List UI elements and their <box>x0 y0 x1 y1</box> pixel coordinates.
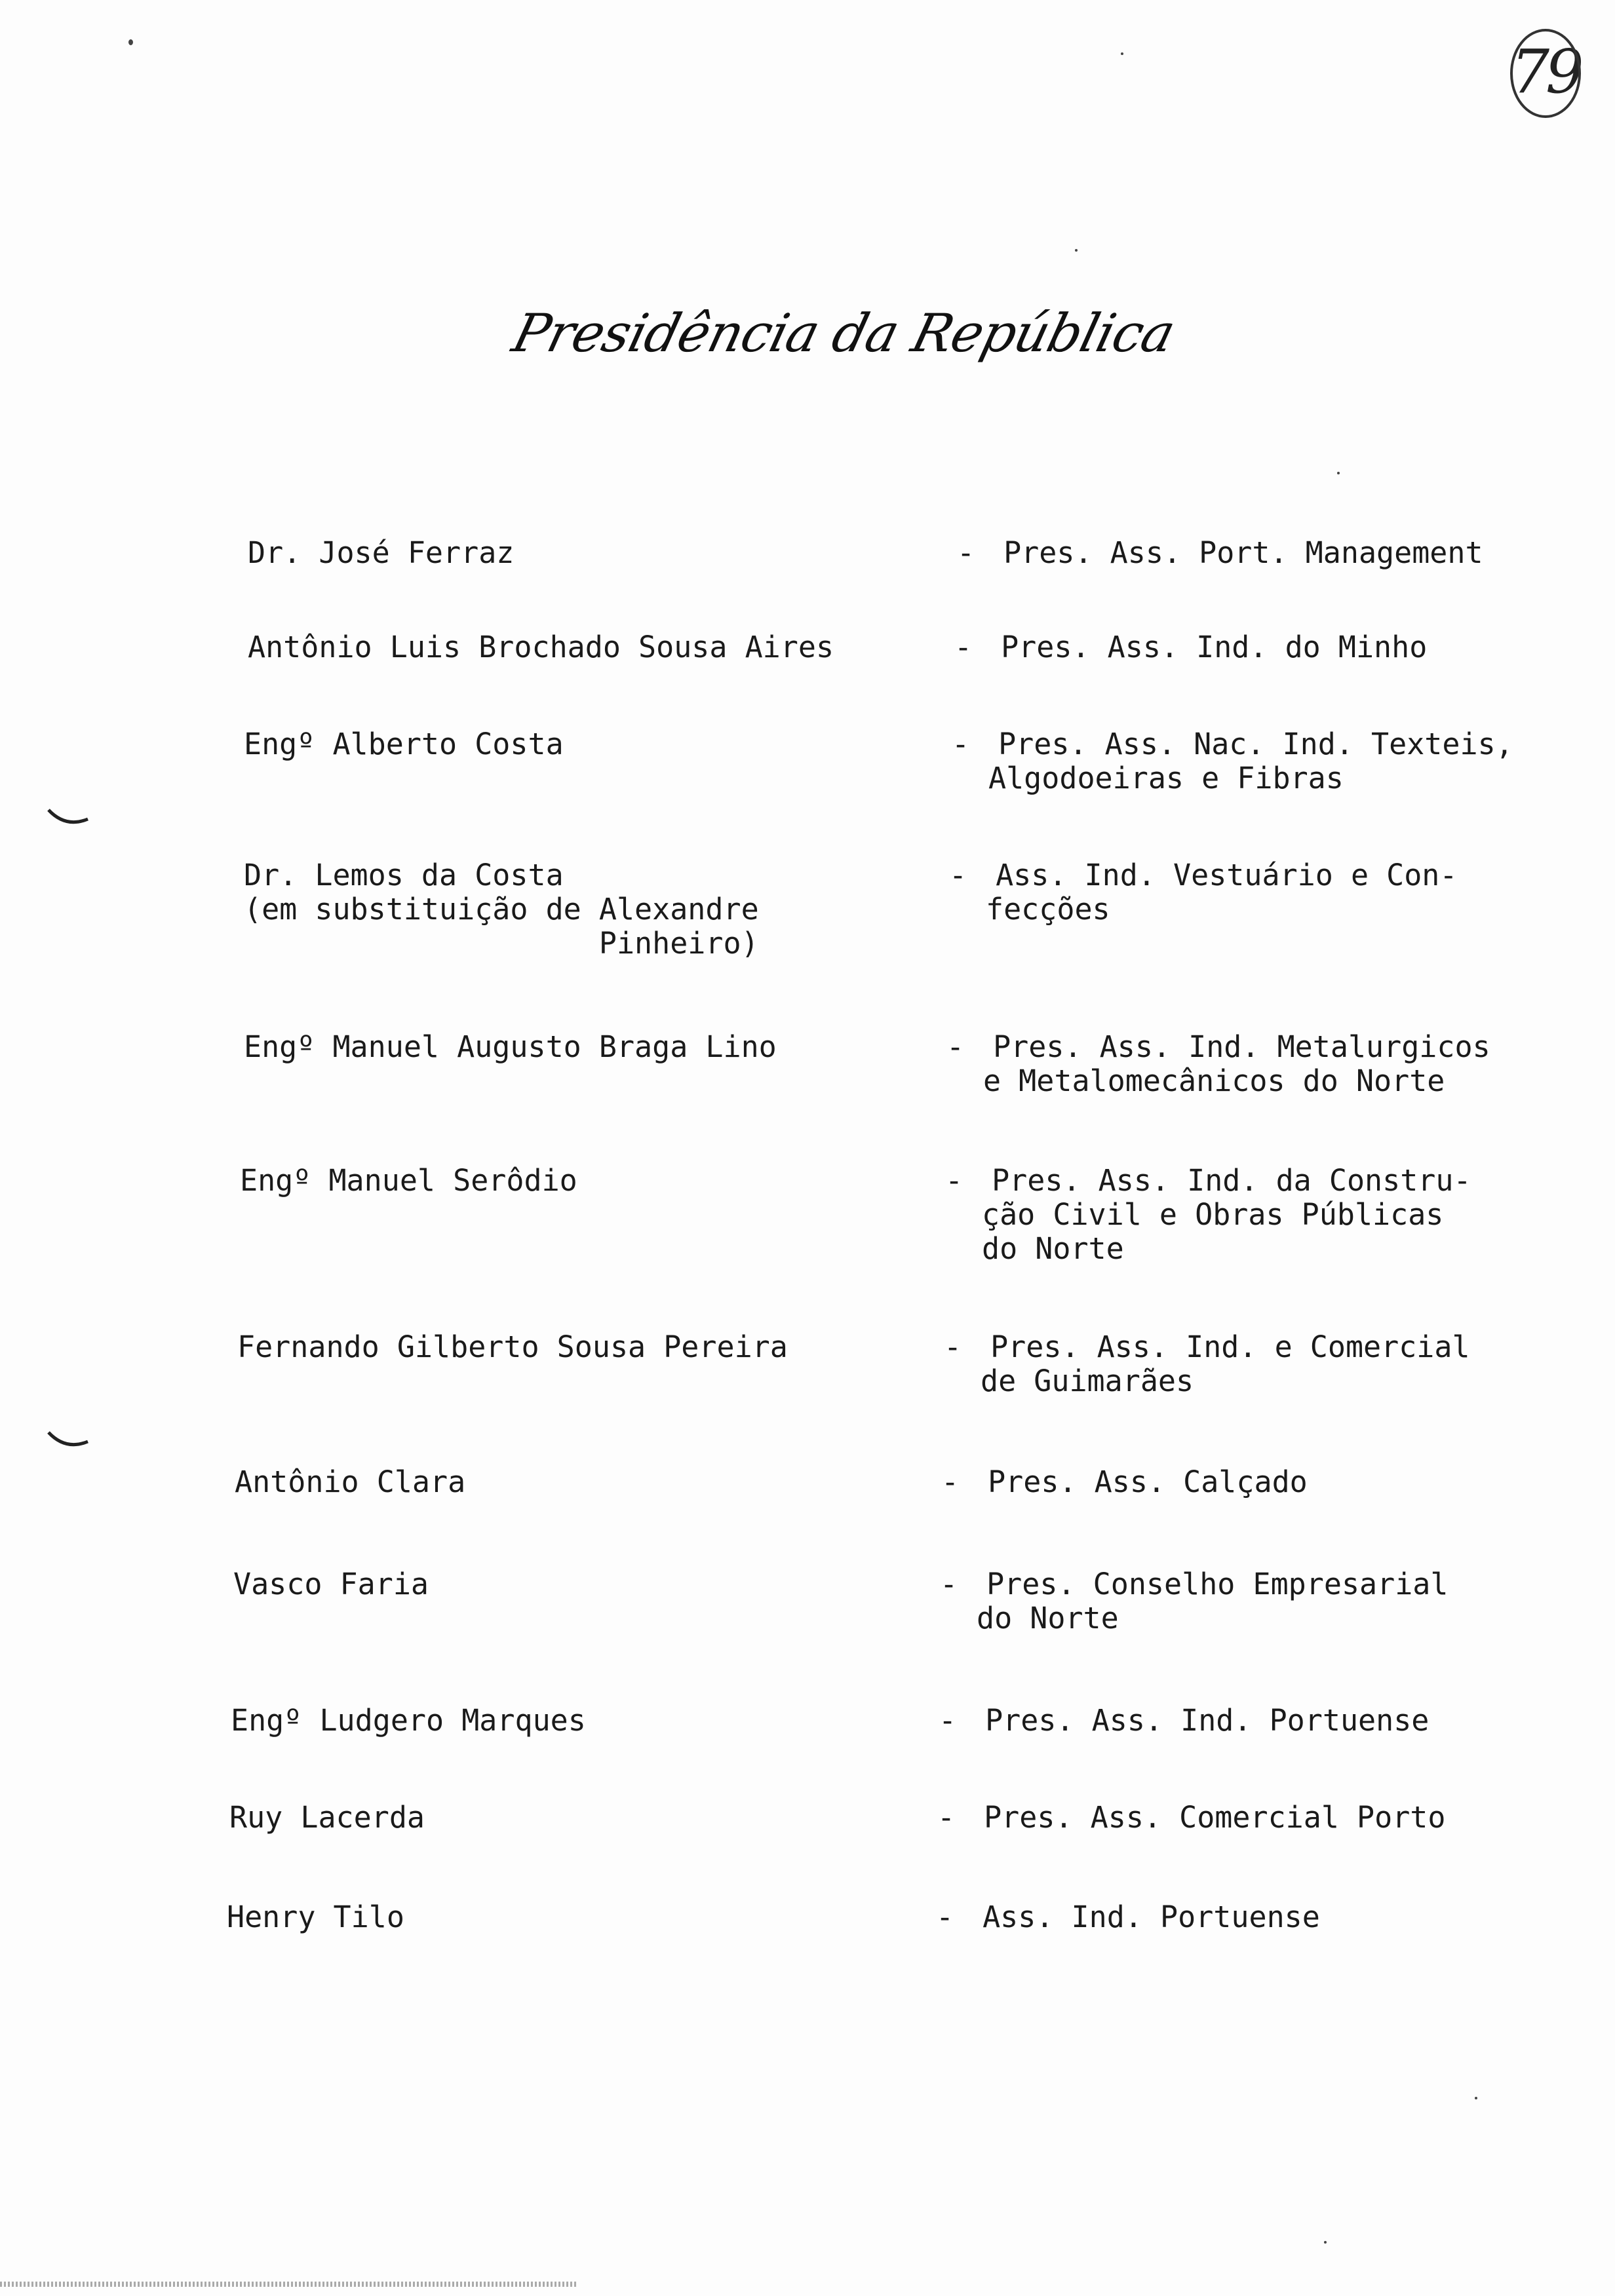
attendee-name <box>229 1801 425 1835</box>
attendee-role-line <box>949 858 1458 892</box>
attendee-role <box>936 1900 1320 1934</box>
attendee-role-text: Pres. Ass. Port. Management <box>1003 535 1483 570</box>
attendee-role-text: Pres. Ass. Ind. e Comercial <box>990 1330 1470 1364</box>
attendee-name-line: Dr. José Ferraz <box>248 535 515 570</box>
attendee-role <box>949 858 1458 927</box>
attendee-name-line: Ruy Lacerda <box>229 1800 425 1835</box>
attendee-name-line: Henry Tilo <box>227 1900 404 1934</box>
attendee-role <box>944 1330 1470 1398</box>
attendee-name-line: Engº Alberto Costa <box>244 727 564 761</box>
scan-speck <box>1337 472 1340 474</box>
attendee-role <box>957 536 1483 570</box>
attendee-role-line <box>937 1801 1446 1835</box>
attendee-role-line <box>936 1900 1320 1934</box>
attendee-name-line: Antônio Clara <box>235 1464 466 1499</box>
attendee-role-text: de Guimarães <box>981 1364 1194 1398</box>
attendee-name-line: Vasco Faria <box>233 1567 429 1601</box>
dash-separator: - <box>941 1464 960 1499</box>
scan-edge <box>0 2282 577 2287</box>
dash-separator: - <box>937 1800 956 1835</box>
attendee-role-text: Pres. Ass. Ind. Portuense <box>985 1703 1430 1738</box>
page-number-circle-icon <box>1505 22 1586 121</box>
attendee-role-line <box>952 727 1513 761</box>
letterhead: Presidência da República <box>507 303 1181 364</box>
attendee-name-line: Dr. Lemos da Costa <box>244 858 564 892</box>
attendee-name-line: Engº Manuel Augusto Braga Lino <box>244 1029 777 1064</box>
attendee-name <box>244 858 759 961</box>
attendee-role-text: Pres. Ass. Ind. da Constru- <box>992 1163 1471 1198</box>
attendee-name-line: (em substituição de Alexandre <box>244 892 759 927</box>
attendee-role-line <box>946 1064 1490 1098</box>
attendee-role-text: do Norte <box>977 1601 1119 1636</box>
margin-mark-icon <box>46 806 92 832</box>
attendee-name-line: Engº Ludgero Marques <box>231 1703 586 1738</box>
attendee-name-line: Pinheiro) <box>244 926 759 961</box>
dash-separator: - <box>949 858 967 892</box>
attendee-name-line: Fernando Gilberto Sousa Pereira <box>237 1330 788 1364</box>
attendee-role-text: Pres. Ass. Ind. do Minho <box>1001 630 1428 664</box>
dash-separator: - <box>952 727 970 761</box>
attendee-role-text: Pres. Ass. Comercial Porto <box>984 1800 1446 1835</box>
margin-mark-icon <box>46 1428 92 1455</box>
attendee-role-line <box>944 1364 1470 1398</box>
attendee-name <box>237 1330 788 1364</box>
attendee-role-line <box>944 1330 1470 1364</box>
attendee-name <box>231 1704 586 1738</box>
attendee-role-line <box>949 892 1458 927</box>
attendee-role-text: Algodoeiras e Fibras <box>988 761 1344 795</box>
scan-speck <box>1121 52 1123 55</box>
attendee-role <box>946 1030 1490 1098</box>
attendee-name-line: Antônio Luis Brochado Sousa Aires <box>248 630 834 664</box>
attendee-role-line <box>945 1198 1471 1232</box>
dash-separator: - <box>957 535 975 570</box>
attendee-role-line <box>957 536 1483 570</box>
attendee-role-line <box>952 761 1513 795</box>
attendee-role-line <box>945 1164 1471 1198</box>
dash-separator: - <box>939 1703 957 1738</box>
attendee-name <box>235 1465 465 1499</box>
attendee-role-line <box>941 1465 1308 1499</box>
attendee-role-text: fecções <box>986 892 1110 927</box>
attendee-name <box>244 1030 777 1064</box>
attendee-role-line <box>939 1704 1429 1738</box>
attendee-role-line <box>954 630 1427 664</box>
attendee-role <box>939 1704 1429 1738</box>
page-number-text: 79 <box>1511 36 1580 107</box>
attendee-role <box>945 1164 1471 1266</box>
attendee-role <box>937 1801 1446 1835</box>
attendee-role-text: Pres. Conselho Empresarial <box>986 1567 1449 1601</box>
attendee-name-line: Engº Manuel Serôdio <box>240 1163 577 1198</box>
attendee-name <box>227 1900 404 1934</box>
attendee-name <box>244 727 564 761</box>
attendee-role <box>952 727 1513 795</box>
scan-speck <box>1075 249 1078 252</box>
dash-separator: - <box>954 630 973 664</box>
dash-separator: - <box>940 1567 958 1601</box>
attendee-role <box>940 1567 1449 1636</box>
attendee-role <box>941 1465 1308 1499</box>
attendee-name <box>240 1164 577 1198</box>
attendee-role-text: Pres. Ass. Ind. Metalurgicos <box>993 1029 1490 1064</box>
attendee-role-line <box>946 1030 1490 1064</box>
attendee-role-text: e Metalomecânicos do Norte <box>983 1063 1445 1098</box>
attendee-role-text: Pres. Ass. Nac. Ind. Texteis, <box>998 727 1513 761</box>
dash-separator: - <box>946 1029 965 1064</box>
attendee-name <box>233 1567 429 1601</box>
attendee-role-line <box>940 1601 1449 1636</box>
attendee-role-text: ção Civil e Obras Públicas <box>982 1197 1444 1232</box>
attendee-name <box>248 630 834 664</box>
page-number <box>1505 22 1586 121</box>
dash-separator: - <box>936 1900 954 1934</box>
attendee-role <box>954 630 1427 664</box>
dash-separator: - <box>944 1330 962 1364</box>
dash-separator: - <box>945 1163 963 1198</box>
attendee-role-line <box>940 1567 1449 1601</box>
scan-speck <box>128 39 133 45</box>
attendee-role-text: Ass. Ind. Vestuário e Con- <box>996 858 1458 892</box>
attendee-role-text: Pres. Ass. Calçado <box>988 1464 1308 1499</box>
attendee-role-text: do Norte <box>982 1231 1124 1266</box>
attendee-role-line <box>945 1232 1471 1266</box>
scan-speck <box>1475 2097 1477 2099</box>
scan-speck <box>1324 2241 1327 2244</box>
attendee-name <box>248 536 514 570</box>
attendee-role-text: Ass. Ind. Portuense <box>983 1900 1320 1934</box>
